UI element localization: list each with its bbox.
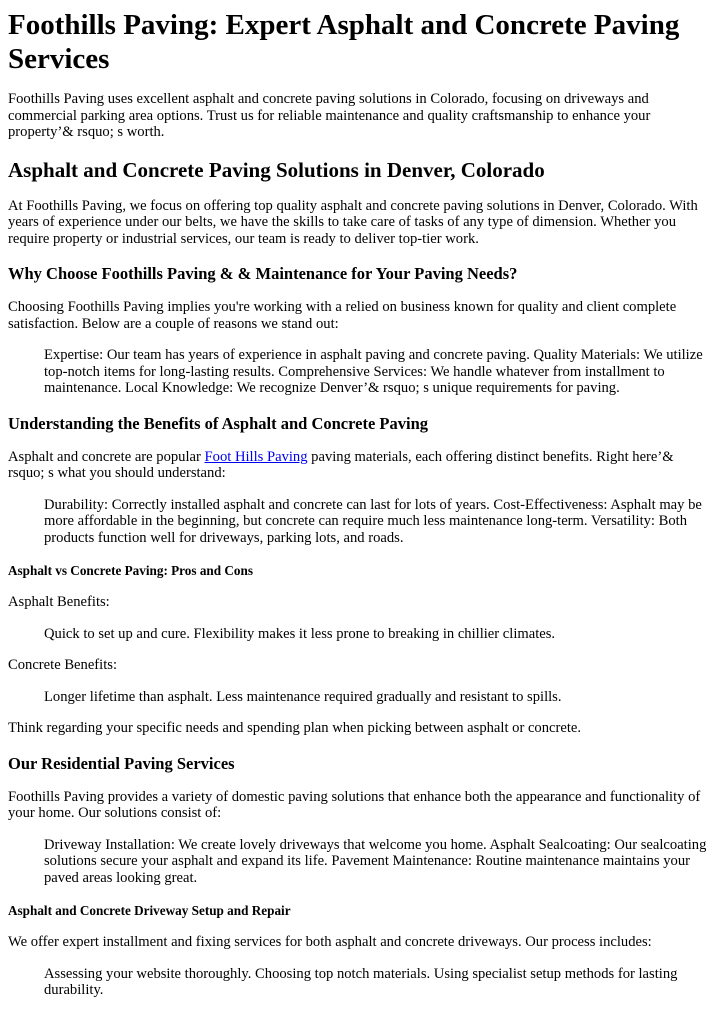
pros-cons-closing: Think regarding your specific needs and spending plan when picking between asphalt or concrete. [8, 720, 582, 736]
page-title: Foothills Paving: Expert Asphalt and Concrete Paving Services [8, 9, 680, 75]
asphalt-benefits-quote: Quick to set up and cure. Flexibility makes it less prone to breaking in chillier climates. [44, 625, 556, 642]
benefits-quote: Durability: Correctly installed asphalt and concrete can last for lots of years. Cost-Effectiveness: Asphalt may be more affordable in the beginning, but concrete can require much less maintenance long-term. Versatility: Both products function well for driveways, parking lots, and roads. [44, 496, 702, 546]
residential-paragraph: Foothills Paving provides a variety of domestic paving solutions that enhance both the appearance and functionality of your home. Our solutions consist of: [8, 788, 701, 821]
why-choose-quote: Expertise: Our team has years of experience in asphalt paving and concrete paving. Quality Materials: We utilize top-notch items for long-lasting results. Comprehensive Services: We handle whatever from installment to maintenance. Local Knowledge: We recognize Denver’& rsquo; s unique requirements for paving. [44, 347, 703, 396]
why-choose-paragraph: Choosing Foothills Paving implies you're working with a relied on business known for quality and client complete satisfaction. Below are a couple of reasons we stand out: [8, 299, 677, 332]
residential-quote: Driveway Installation: We create lovely driveways that welcome you home. Asphalt Sealcoating: Our sealcoating solutions secure your asphalt and expand its life. Pavement Maintenance: Routine maintenance maintains your paved areas looking great. [44, 836, 707, 886]
denver-paragraph: At Foothills Paving, we focus on offering top quality asphalt and concrete paving solutions in Denver, Colorado. With years of experience under our belts, we have the skills to take care of tasks of any type of dimension. Whether you require property or industrial services, our team is ready to deliver top-tier work. [8, 197, 698, 247]
driveway-quote: Assessing your website thoroughly. Choosing top notch materials. Using specialist setup methods for lasting durability. [44, 965, 678, 998]
section-heading-driveway: Asphalt and Concrete Driveway Setup and Repair [8, 903, 291, 918]
driveway-paragraph: We offer expert installment and fixing services for both asphalt and concrete driveways. Our process includes: [8, 934, 652, 950]
section-heading-pros-cons: Asphalt vs Concrete Paving: Pros and Cons [8, 563, 253, 578]
concrete-benefits-label: Concrete Benefits: [8, 657, 118, 673]
section-heading-denver: Asphalt and Concrete Paving Solutions in Denver, Colorado [8, 157, 545, 182]
asphalt-benefits-label: Asphalt Benefits: [8, 594, 110, 610]
benefits-text-before: Asphalt and concrete are popular [8, 448, 205, 465]
intro-paragraph: Foothills Paving uses excellent asphalt and concrete paving solutions in Colorado, focusing on driveways and commercial parking area options. Trust us for reliable maintenance and quality craftsmanship to enhance your property’& rsquo; s worth. [8, 91, 651, 140]
benefits-paragraph [8, 449, 712, 482]
benefits-text-after: paving materials, each offering distinct benefits. Right here’& rsquo; s what you should understand: [8, 448, 674, 481]
section-heading-residential: Our Residential Paving Services [8, 753, 235, 773]
section-heading-why-choose: Why Choose Foothills Paving & & Maintenance for Your Paving Needs? [8, 264, 518, 283]
section-heading-benefits: Understanding the Benefits of Asphalt and Concrete Paving [8, 413, 429, 433]
article [0, 8, 720, 999]
concrete-benefits-quote: Longer lifetime than asphalt. Less maintenance required gradually and resistant to spills. [44, 688, 562, 705]
foot-hills-paving-link[interactable]: Foot Hills Paving [204, 448, 308, 465]
